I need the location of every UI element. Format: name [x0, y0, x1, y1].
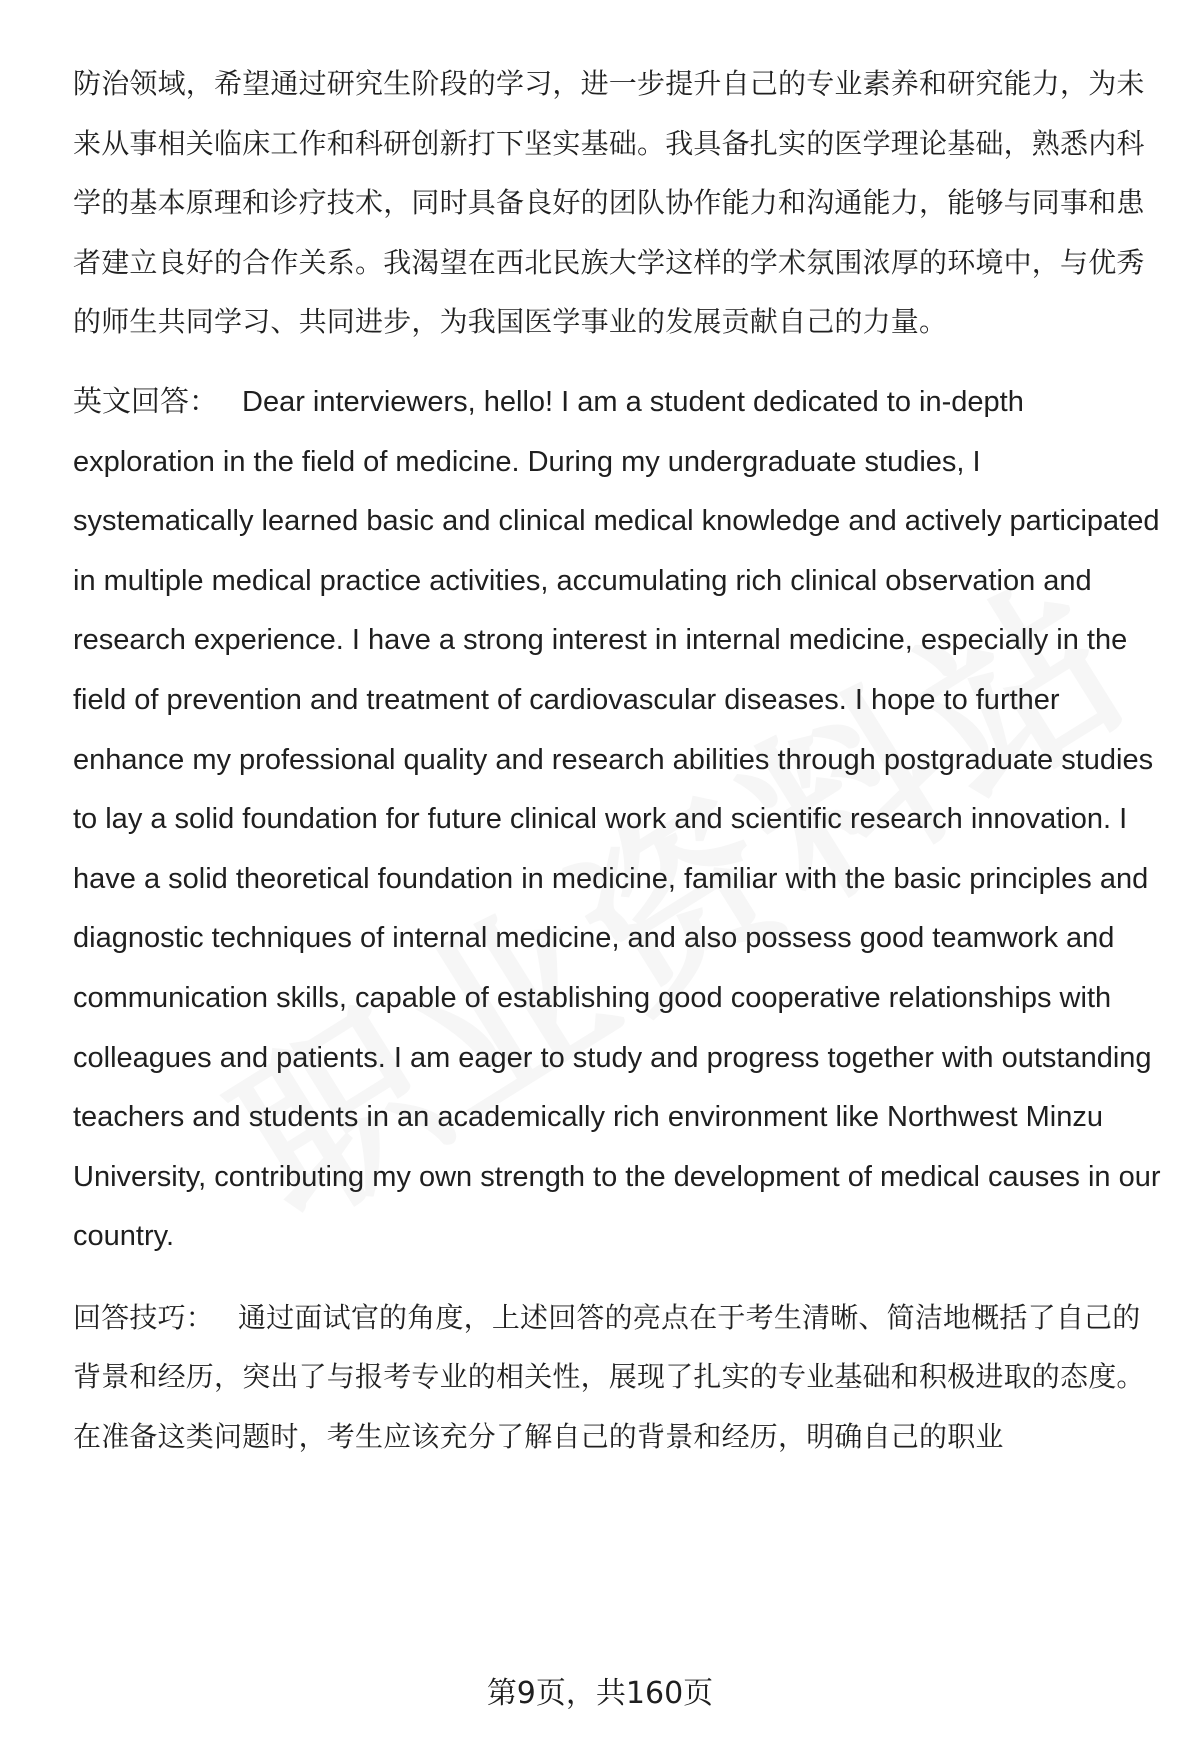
- english-answer-label: 英文回答：: [73, 385, 219, 418]
- answer-tips-text: 通过面试官的角度，上述回答的亮点在于考生清晰、简洁地概括了自己的背景和经历，突出了与报考专业的相关性，展现了扎实的专业基础和积极进取的态度。在准备这类问题时，考生应该充分了解自己的背景和经历，明确自己的职业: [73, 1300, 1145, 1454]
- paragraph-answer-tips: [73, 1288, 1163, 1467]
- paragraph-english-answer: [73, 373, 1163, 1267]
- english-answer-text: Dear interviewers, hello! I am a student dedicated to in-depth exploration in the field of medicine. During my undergraduate studies, I systematically learned basic and clinical medical knowledge and actively participated in multiple medical practice activities, accumulating rich clinical observation and research experience. I have a strong interest in internal medicine, especially in the field of prevention and treatment of cardiovascular diseases. I hope to further enhance my professional quality and research abilities through postgraduate studies to lay a solid foundation for future clinical work and scientific research innovation. I have a solid theoretical foundation in medicine, familiar with the basic principles and diagnostic techniques of internal medicine, and also possess good teamwork and communication skills, capable of establishing good cooperative relationships with colleagues and patients. I am eager to study and progress together with outstanding teachers and students in an academically rich environment like Northwest Minzu University, contributing my own strength to the development of medical causes in our country.: [73, 385, 1161, 1253]
- paragraph-chinese-answer: 防治领域，希望通过研究生阶段的学习，进一步提升自己的专业素养和研究能力，为未来从事相关临床工作和科研创新打下坚实基础。我具备扎实的医学理论基础，熟悉内科学的基本原理和诊疗技术，同时具备良好的团队协作能力和沟通能力，能够与同事和患者建立良好的合作关系。我渴望在西北民族大学这样的学术氛围浓厚的环境中，与优秀的师生共同学习、共同进步，为我国医学事业的发展贡献自己的力量。: [73, 67, 1145, 339]
- answer-tips-label: 回答技巧：: [73, 1300, 215, 1334]
- document-body: [73, 54, 1163, 1467]
- page-number-footer: 第9页，共160页: [486, 1676, 714, 1711]
